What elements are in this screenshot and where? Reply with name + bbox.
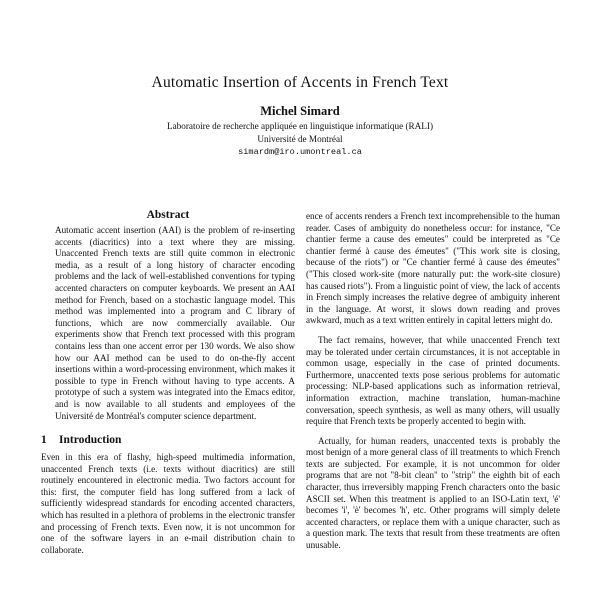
- author-block: [0, 103, 600, 159]
- right-paragraph-2: The fact remains, however, that while unaccented French text may be tolerated under certain circumstances, it is not acceptable in common usage, especially in the case of printed documents. Furthermore, unaccented texts pose serious problems for automatic processing: NLP-based applications such as information retrieval, information extraction, machine translation, human-machine conversation, speech synthesis, as well as many others, will usually require that French texts be properly accented to begin with.: [306, 334, 560, 427]
- section-heading-introduction: [41, 433, 295, 447]
- paper-title: Automatic Insertion of Accents in French Text: [151, 74, 449, 91]
- abstract-body: [55, 225, 295, 422]
- section-title: Introduction: [59, 434, 122, 447]
- intro-paragraph-1: Even in this era of flashy, high-speed multimedia information, unaccented French texts (i.e. texts without diacritics) are still routinely encountered in electronic media. Two factors account for this: first, the computer field has long suffered from a lack of sufficiently widespread standards for encoding accented characters, which has resulted in a plethora of problems in the electronic transfer and processing of French texts. Even now, it is not uncommon for one of the software layers in an e-mail distribution chain to collaborate.: [41, 452, 295, 555]
- right-paragraph-1: ence of accents renders a French text incomprehensible to the human reader. Cases of ambiguity do nonetheless occur: for instance, "Ce chantier ferme a cause des emeutes" could be interpreted as "Ce chantier fermé à cause des émeutes" ("This work site is closing, because of the riots") or "Ce chantier fermé à cause des émeutes" ("This closed work-site (more naturally put: the work-site closure) has caused riots"). From a linguistic point of view, the lack of accents in French simply increases the relative degree of ambiguity inherent in the language. At worst, it slows down reading and proves awkward, much as a text written entirely in capital letters might do.: [306, 211, 561, 326]
- author-university: Université de Montréal: [257, 134, 343, 144]
- left-column: [41, 208, 295, 556]
- right-paragraph-3: Actually, for human readers, unaccented texts is probably the most benign of a more general class of ill treatments to which French texts are subjected. For example, it is not uncommon for older programs that are not "8-bit clean" to "strip" the eighth bit of each character, thus irreversibly mapping French characters onto the basic ASCII set. When this treatment is applied to an ISO-Latin text, 'é' becomes 'i', 'è' becomes 'h', etc. Other programs will simply delete accented characters, or replace them with a unique character, such as a question mark. The texts that result from these treatments are often unusable.: [306, 435, 560, 551]
- author-email: simardm@iro.umontreal.ca: [238, 147, 362, 157]
- right-column: [306, 211, 560, 552]
- abstract-heading: Abstract: [146, 209, 190, 221]
- author-affiliation: Laboratoire de recherche appliquée en linguistique informatique (RALI): [166, 121, 434, 131]
- section-number: 1: [41, 434, 47, 447]
- author-name: Michel Simard: [260, 104, 340, 118]
- abstract-text: Automatic accent insertion (AAI) is the problem of re-inserting accents (diacritics) into a text where they are missing. Unaccented French texts are still quite common in electronic media, as a result of a long history of character encoding problems and the lack of well-established conventions for typing accented characters on computer keyboards. We present an AAI method for French, based on a stochastic language model. This method was implemented into a program and C library of functions, which are now commercially available. Our experiments show that French text processed with this program contains less than one accent error per 130 words. We also show how our AAI method can be used to do on-the-fly accent insertions within a word-processing environment, which makes it possible to type in French without having to type accents. A prototype of such a system was integrated into the Emacs editor, and is now available to all students and employees of the Université de Montréal's computer science department.: [55, 225, 295, 421]
